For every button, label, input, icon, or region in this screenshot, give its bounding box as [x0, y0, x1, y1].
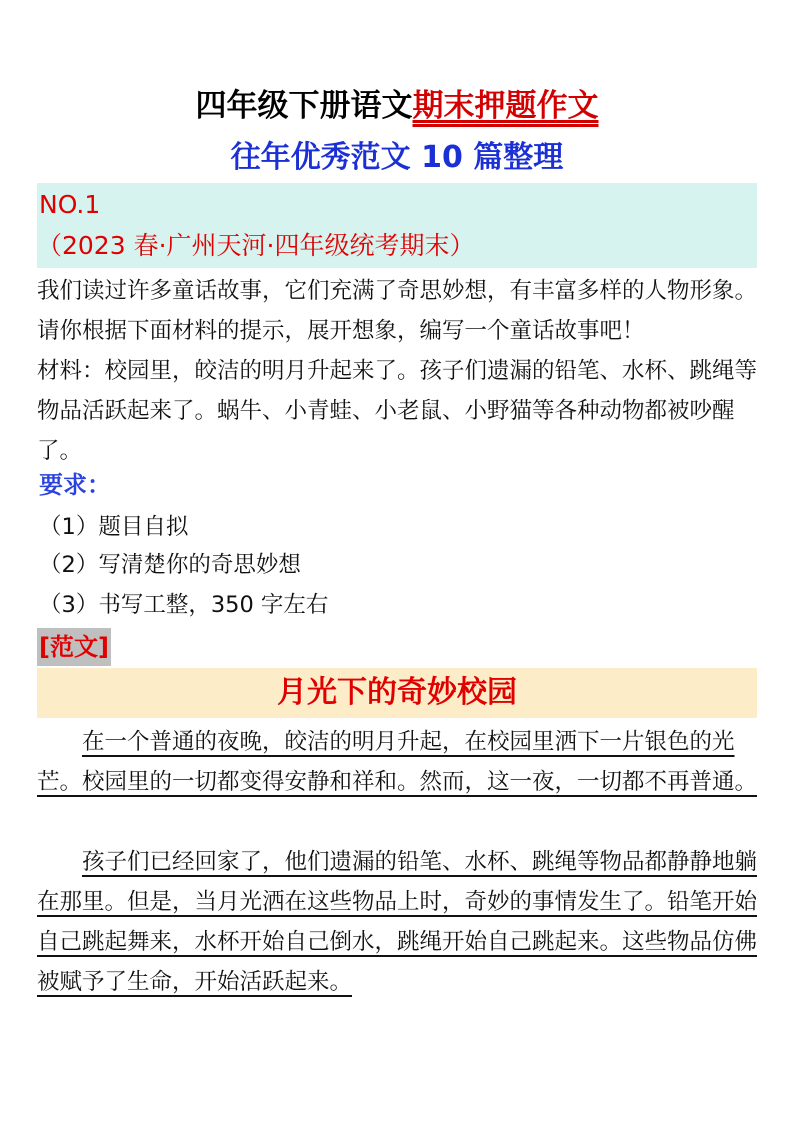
requirement-item: （1）题目自拟 — [39, 514, 189, 540]
title-grade-text: 四年级下册语文 — [195, 88, 413, 124]
requirement-item: （3）书写工整，350 字左右 — [39, 592, 329, 618]
document-subtitle: 往年优秀范文 10 篇整理 — [230, 140, 564, 175]
requirements-label: 要求： — [39, 471, 111, 499]
essay-paragraph-text: 在一个普通的夜晚，皎洁的明月升起，在校园里洒下一片银色的光芒。校园里的一切都变得安静和祥和。然而，这一夜，一切都不再普通。 — [37, 729, 758, 795]
section-number: NO.1 — [39, 190, 101, 219]
essay-paragraph — [37, 722, 757, 802]
sample-essay-tag: [范文] — [37, 628, 111, 666]
prompt-intro: 我们读过许多童话故事，它们充满了奇思妙想，有丰富多样的人物形象。请你根据下面材料的提示，展开想象，编写一个童话故事吧！ — [37, 278, 758, 344]
essay-paragraph-text: 孩子们已经回家了，他们遗漏的铅笔、水杯、跳绳等物品都静静地躺在那里。但是，当月光洒在这些物品上时，奇妙的事情发生了。铅笔开始自己跳起舞来，水杯开始自己倒水，跳绳开始自己跳起来。这些物品仿佛被赋予了生命，开始活跃起来。 — [37, 849, 758, 995]
essay-paragraph — [37, 842, 757, 1002]
requirement-item: （2）写清楚你的奇思妙想 — [39, 552, 301, 578]
prompt-material: 材料：校园里，皎洁的明月升起来了。孩子们遗漏的铅笔、水杯、跳绳等物品活跃起来了。蜗牛、小青蛙、小老鼠、小野猫等各种动物都被吵醒了。 — [37, 358, 758, 464]
essay-title: 月光下的奇妙校园 — [277, 675, 517, 710]
document-title — [37, 86, 757, 126]
section-source: （2023 春·广州天河·四年级统考期末） — [37, 231, 475, 260]
title-highlight-text: 期末押题作文 — [412, 88, 599, 124]
